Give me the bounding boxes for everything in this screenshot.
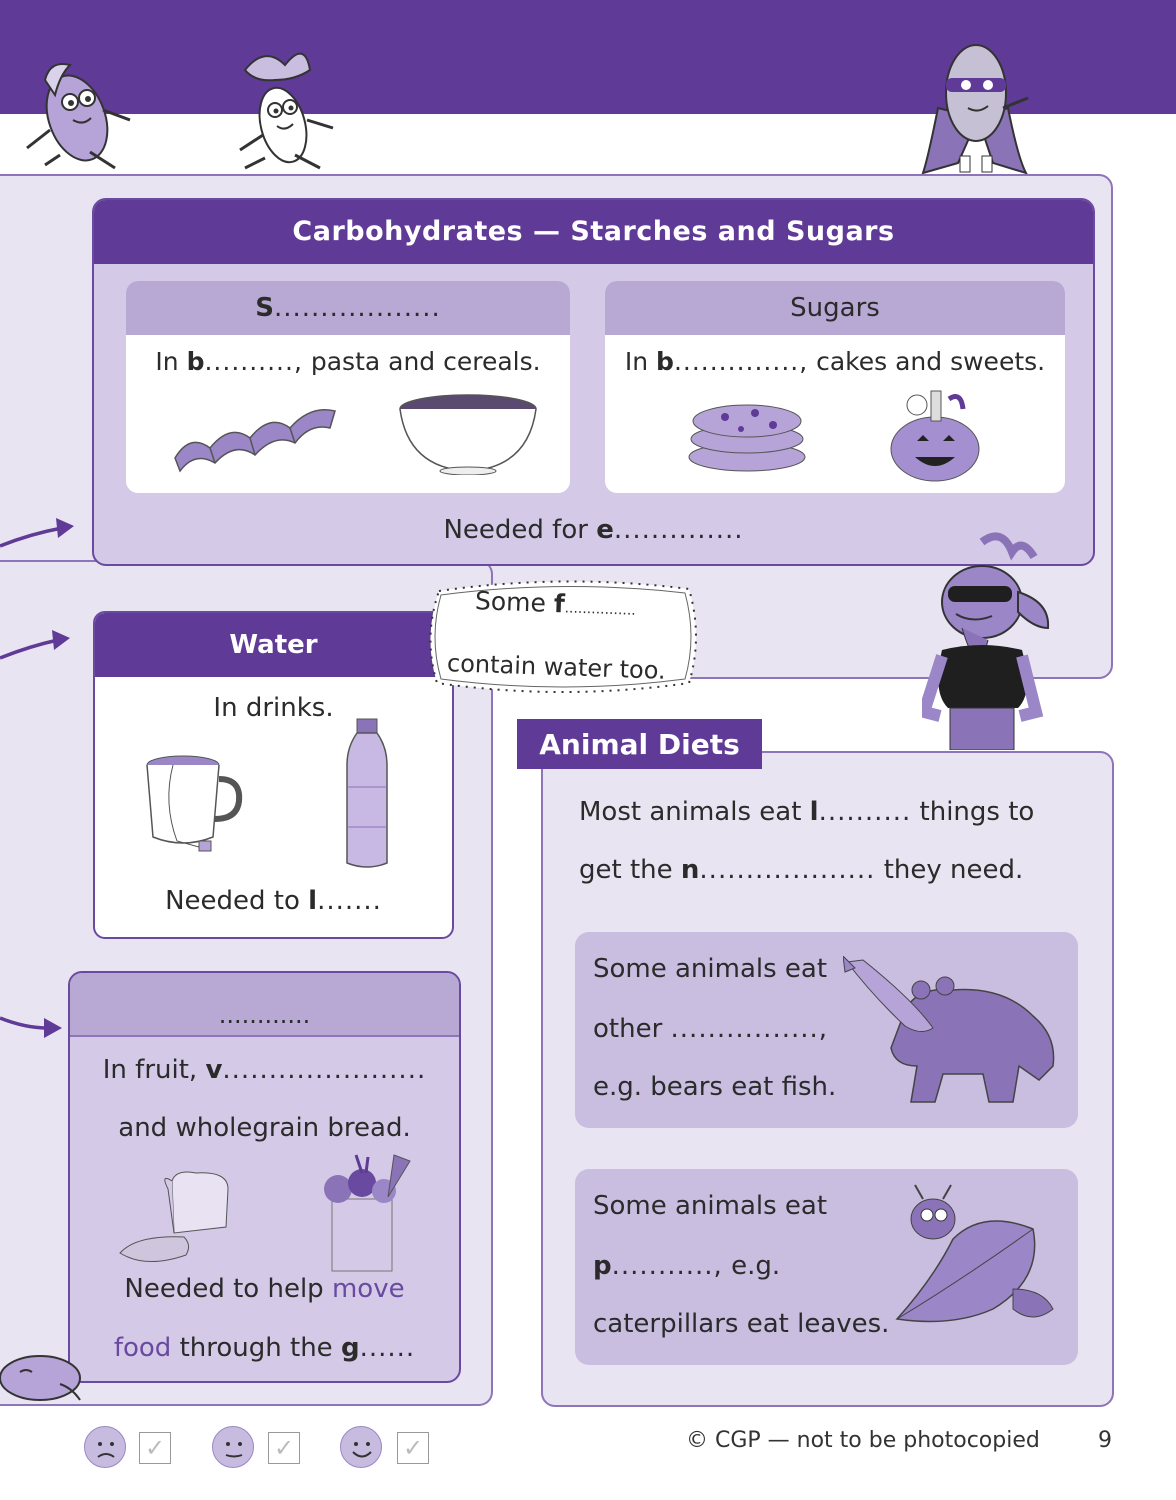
starches-heading [126,281,570,335]
sugars-card [605,281,1065,493]
bread-icon [116,1171,234,1267]
water-needed-to [95,886,452,916]
answer-blank[interactable]: ................ [564,600,637,619]
starches-heading-letter: S [255,293,274,323]
fibre-line-4 [70,1333,459,1363]
answer-blank[interactable]: ................, [670,1014,829,1044]
animal-line-1 [579,797,1034,827]
fibre-line-3 [70,1274,459,1304]
fibre-line-1 [70,1055,459,1085]
clue-letter: b [186,347,205,376]
text: Most animals eat [579,797,810,827]
sugars-heading: Sugars [605,281,1065,335]
water-drinks-text: In drinks. [213,693,334,723]
text: e.g. [722,1251,781,1281]
animal-diets-box [541,751,1114,1407]
water-box [93,611,454,939]
answer-blank[interactable]: .............. [613,515,744,545]
arrow-icon [0,508,80,552]
text: pasta and cereals. [302,347,541,376]
text: other [593,1014,671,1044]
superhero-potato-character [918,38,1034,176]
vegetable-bag-icon [316,1153,426,1273]
clue-letter: f [553,588,566,619]
bears-card [575,932,1078,1128]
answer-blank[interactable]: .............., [673,347,809,376]
text: In [624,347,657,376]
mug-icon [143,753,245,857]
text: Needed to [165,886,309,916]
clue-letter: v [205,1055,223,1085]
answer-blank[interactable]: ...................... [222,1055,427,1085]
happy-face-icon[interactable] [340,1426,382,1468]
page-number: 9 [1098,1428,1112,1453]
animal-line-2 [579,855,1023,885]
answer-blank[interactable]: ..........., [611,1251,723,1281]
starches-text [126,347,570,376]
arrow-icon [0,1010,66,1044]
candy-pumpkin-icon [887,385,983,485]
answer-blank[interactable]: .......... [818,797,912,827]
answer-blank[interactable]: ...... [359,1333,416,1363]
cookies-icon [685,399,809,475]
starches-card [126,281,570,493]
card-text [593,1014,828,1044]
neutral-face-icon[interactable] [212,1426,254,1468]
water-title: Water [95,613,452,677]
running-bean-character [15,40,145,172]
speech-bubble [427,577,699,695]
carbohydrates-title: Carbohydrates — Starches and Sugars [94,200,1093,264]
fibre-line-2: and wholegrain bread. [118,1113,411,1143]
answer-blank[interactable]: ................... [699,855,876,885]
answer-blank[interactable]: .........., [204,347,303,376]
running-flower-character [215,40,345,172]
highlight-word: move [331,1274,405,1304]
highlight-word: food [113,1333,172,1363]
clue-letter: l [308,886,318,916]
text: things to [911,797,1035,827]
card-text: Some animals eat [593,1191,828,1221]
caterpillar-leaf-icon [893,1179,1065,1331]
water-bottle-icon [343,717,391,873]
arrow-icon [0,622,76,666]
bear-with-fish-icon [843,956,1065,1108]
caterpillar-card [575,1169,1078,1365]
carbohydrates-box [92,198,1095,566]
text: they need. [875,855,1024,885]
tick-box[interactable]: ✓ [139,1432,171,1464]
card-text: caterpillars eat leaves. [593,1309,890,1339]
clue-letter: n [680,855,700,885]
answer-blank[interactable]: .................. [273,293,441,323]
copyright-text: © CGP — not to be photocopied [686,1428,1040,1453]
answer-blank[interactable]: ....... [317,886,382,916]
sad-face-icon[interactable] [84,1426,126,1468]
text: Needed for [443,515,597,545]
text: Some [474,586,555,618]
speech-line-1 [475,586,637,621]
card-text [593,1251,780,1281]
goat-character [922,532,1056,750]
text: Needed to help [124,1274,332,1304]
clue-letter: p [593,1251,612,1281]
cereal-bowl-icon [398,393,538,475]
text: In [155,347,187,376]
animal-diets-title: Animal Diets [517,719,762,769]
tick-box[interactable]: ✓ [397,1432,429,1464]
clue-letter: b [656,347,674,376]
fibre-heading-blank[interactable]: ............ [70,973,459,1037]
carrot-character [0,1344,92,1406]
text: cakes and sweets. [808,347,1046,376]
pasta-icon [170,393,342,473]
speech-line-2: contain water too. [446,649,667,685]
text: get the [579,855,681,885]
clue-letter: g [340,1333,360,1363]
text: through the [171,1333,341,1363]
card-text: Some animals eat [593,954,828,984]
sugars-text [605,347,1065,376]
fibre-box [68,971,461,1383]
clue-letter: l [809,797,819,827]
clue-letter: e [596,515,614,545]
tick-box[interactable]: ✓ [268,1432,300,1464]
text: In fruit, [102,1055,206,1085]
card-text: e.g. bears eat fish. [593,1072,837,1102]
